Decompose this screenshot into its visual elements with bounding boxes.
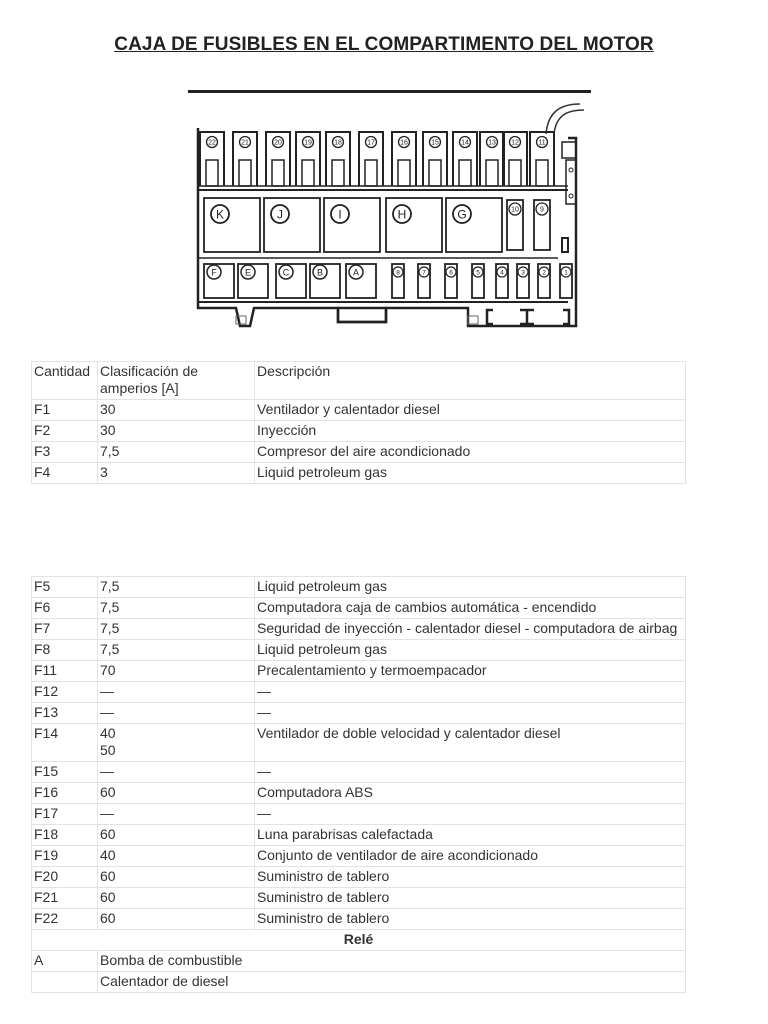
table-cell: — [255,762,686,783]
fuse-label: 8 [396,269,400,277]
table-cell: Suministro de tablero [255,909,686,930]
table-cell: F4 [32,463,98,484]
table-cell: Suministro de tablero [255,867,686,888]
fuse-blade [509,160,521,186]
fuse-label: 1 [564,269,568,277]
relay-box [386,198,442,252]
table-cell: Luna parabrisas calefactada [255,825,686,846]
table-cell: Compresor del aire acondicionado [255,442,686,463]
relay-row [32,951,686,972]
fuse-label: 21 [241,139,249,147]
table-row [32,846,686,867]
table-cell: F17 [32,804,98,825]
table-cell: F1 [32,400,98,421]
table-row [32,867,686,888]
table-cell: 7,5 [98,577,255,598]
table-row [32,463,686,484]
fuse-label: 19 [304,139,312,147]
table-cell: F15 [32,762,98,783]
table-row [32,442,686,463]
table-row [32,909,686,930]
table-cell: 60 [98,909,255,930]
table-cell: 40 50 [98,724,255,762]
table-row [32,804,686,825]
table-cell: — [255,703,686,724]
relay-box [446,198,502,252]
relay-label: K [215,207,225,222]
table-cell: 3 [98,463,255,484]
relay-label: G [457,207,467,222]
table-cell: F5 [32,577,98,598]
table-cell: F8 [32,640,98,661]
fuse-blade [239,160,251,186]
table-cell: 30 [98,400,255,421]
fuse-blade [206,160,218,186]
table-cell: Liquid petroleum gas [255,577,686,598]
relay-label: I [338,207,342,222]
table-row [32,598,686,619]
table-cell: Suministro de tablero [255,888,686,909]
table-row [32,825,686,846]
table-cell: Ventilador y calentador diesel [255,400,686,421]
fuse-blade [302,160,314,186]
table-row [32,762,686,783]
fuse-label: 3 [521,269,525,277]
fuse-blade [429,160,441,186]
fuse-table-2 [31,576,686,993]
table-cell: F12 [32,682,98,703]
table-cell: F6 [32,598,98,619]
table-row [32,421,686,442]
table-cell: — [98,762,255,783]
table-cell: 7,5 [98,598,255,619]
fuse-label: 5 [476,269,480,277]
page-title: CAJA DE FUSIBLES EN EL COMPARTIMENTO DEL MOTOR [114,34,654,55]
table-row [32,888,686,909]
header-cell: Descripción [255,362,686,400]
table-cell: Relé [32,930,686,951]
relay-label: H [397,207,407,222]
table-cell: F14 [32,724,98,762]
table-cell: — [98,804,255,825]
table-cell: — [98,703,255,724]
table-cell: F16 [32,783,98,804]
fuse-label: 17 [367,139,375,147]
fuse-blade [459,160,471,186]
table-row [32,682,686,703]
table-cell: — [98,682,255,703]
fuse-label: 22 [208,139,216,147]
table-cell: F13 [32,703,98,724]
fuse-blade [398,160,410,186]
fuse-label: 16 [400,139,408,147]
table-cell [32,972,98,993]
table-cell: 30 [98,421,255,442]
fuse-label: 13 [488,139,496,147]
table-cell: Ventilador de doble velocidad y calentador diesel [255,724,686,762]
table-cell: F7 [32,619,98,640]
table-cell: Calentador de diesel [98,972,686,993]
relay-box [324,198,380,252]
table-cell: 7,5 [98,619,255,640]
relay-box [264,198,320,252]
table-cell: 7,5 [98,640,255,661]
table-row [32,703,686,724]
relay-row [32,972,686,993]
table-cell: F18 [32,825,98,846]
table-cell: 60 [98,783,255,804]
relay-section-header [32,930,686,951]
fuse-label: 12 [511,139,519,147]
relay-label: A [352,267,360,278]
table-row [32,619,686,640]
table-cell: — [255,804,686,825]
header-cell: Clasificación de amperios [A] [98,362,255,400]
fuse-blade [365,160,377,186]
table-cell: 70 [98,661,255,682]
table-cell: F19 [32,846,98,867]
relay-label: E [244,267,252,278]
table-cell: F20 [32,867,98,888]
fuse-label: 20 [274,139,282,147]
fuse-label: 7 [422,269,426,277]
fuse-label: 14 [461,139,469,147]
fuse-box-diagram [188,98,588,334]
fuse-label: 6 [449,269,453,277]
table-cell: 60 [98,825,255,846]
table-cell: 60 [98,867,255,888]
table-row [32,783,686,804]
fuse-blade [536,160,548,186]
table-cell: Computadora ABS [255,783,686,804]
table-cell: 40 [98,846,255,867]
table-cell: Computadora caja de cambios automática - encendido [255,598,686,619]
title-divider [188,90,591,93]
header-cell: Cantidad [32,362,98,400]
table-row [32,400,686,421]
table-row [32,640,686,661]
table-cell: F3 [32,442,98,463]
fuse-blade [332,160,344,186]
table-cell: A [32,951,98,972]
table-cell: F11 [32,661,98,682]
table-cell: 60 [98,888,255,909]
fuse-label: 11 [538,139,546,147]
table-header-row [32,362,686,400]
fuse-label: 18 [334,139,342,147]
fuse-blade [486,160,498,186]
fuse-table-1 [31,361,686,484]
fuse-blade [272,160,284,186]
relay-label: 9 [540,206,544,214]
fuse-label: 15 [431,139,439,147]
fuse-label: 2 [542,269,546,277]
table-cell: Bomba de combustible [98,951,686,972]
relay-label: F [211,267,217,278]
relay-label: J [277,207,283,222]
relay-label: B [316,267,324,278]
table-cell: — [255,682,686,703]
table-cell: 7,5 [98,442,255,463]
table-cell: F22 [32,909,98,930]
relay-label: C [282,267,290,278]
table-cell: Liquid petroleum gas [255,463,686,484]
relay-label: 10 [511,206,519,214]
table-row [32,577,686,598]
table-row [32,661,686,682]
table-cell: Seguridad de inyección - calentador diesel - computadora de airbag [255,619,686,640]
table-cell: Inyección [255,421,686,442]
fuse-label: 4 [500,269,504,277]
table-cell: F2 [32,421,98,442]
table-cell: F21 [32,888,98,909]
relay-box [204,198,260,252]
table-cell: Precalentamiento y termoempacador [255,661,686,682]
table-cell: Conjunto de ventilador de aire acondicionado [255,846,686,867]
table-cell: Liquid petroleum gas [255,640,686,661]
table-row [32,724,686,762]
